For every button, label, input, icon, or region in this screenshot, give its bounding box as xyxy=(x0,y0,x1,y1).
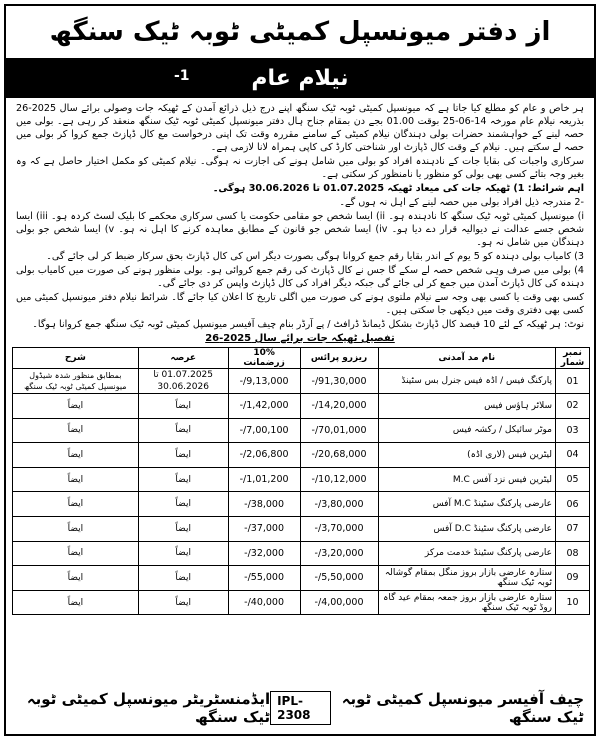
period-cell xyxy=(138,369,228,394)
header-rate: شرح xyxy=(13,348,139,369)
notice-body xyxy=(6,98,594,331)
deposit-cell: 2,06,800/- xyxy=(228,443,300,468)
period-cell: ایضاً xyxy=(138,541,228,566)
notice-paragraph: اہم شرائط: 1) ٹھیکہ جات کی میعاد ٹھیکہ 01.07.2025 تا 30.06.2026 ہوگی۔ xyxy=(212,183,584,194)
header xyxy=(6,6,594,58)
header-item: نام مد آمدنی xyxy=(378,348,556,369)
serial-cell: 09 xyxy=(556,566,590,591)
period-cell: ایضاً xyxy=(138,443,228,468)
advertisement-page xyxy=(4,4,596,736)
serial-cell: 08 xyxy=(556,541,590,566)
auction-banner xyxy=(6,58,594,98)
item-cell: سلاٹر ہاؤس فیس xyxy=(378,394,556,419)
deposit-cell: 32,000/- xyxy=(228,541,300,566)
header-reserve-price: ریزرو پرائس xyxy=(300,348,378,369)
period-cell: ایضاً xyxy=(138,492,228,517)
period-to: 30.06.2026 xyxy=(157,382,209,392)
item-cell: موٹر سائیکل / رکشہ فیس xyxy=(378,418,556,443)
serial-cell: 02 xyxy=(556,394,590,419)
header-deposit: 10% زرضمانت xyxy=(228,348,300,369)
rate-cell: ایضاً xyxy=(13,492,139,517)
table-row xyxy=(13,418,590,443)
period-cell: ایضاً xyxy=(138,418,228,443)
rate-cell: ایضاً xyxy=(13,541,139,566)
period-cell: ایضاً xyxy=(138,590,228,615)
period-cell: ایضاً xyxy=(138,566,228,591)
rate-cell: ایضاً xyxy=(13,394,139,419)
item-cell: ستارہ عارضی بازار بروز منگل بمقام گوشالہ ٹوبہ ٹیک سنگھ xyxy=(378,566,556,591)
table-row xyxy=(13,369,590,394)
contracts-table xyxy=(12,347,590,615)
table-row xyxy=(13,394,590,419)
deposit-cell: 40,000/- xyxy=(228,590,300,615)
deposit-cell: 55,000/- xyxy=(228,566,300,591)
deposit-cell: 7,00,100/- xyxy=(228,418,300,443)
header-serial: نمبر شمار xyxy=(556,348,590,369)
item-cell: لیٹرین فیس (لاری اڈہ) xyxy=(378,443,556,468)
table-row xyxy=(13,516,590,541)
notice-paragraph: 4) بولی میں صرف وہی شخص حصہ لے سکے گا جس نے کال ڈپازٹ کی رقم جمع کروائی ہو۔ بولی منظور ہونے کی صورت میں کامیاب بولی دہندہ کی کال ڈپازٹ آمدن میں جمع کر لی جائے گی جبکہ دیگر افراد کی کال ڈپازٹ واپس کر دی جائے گی۔ xyxy=(16,265,584,289)
table-row xyxy=(13,443,590,468)
rate-cell: ایضاً xyxy=(13,418,139,443)
item-cell: پارکنگ فیس / اڈہ فیس جنرل بس سٹینڈ xyxy=(378,369,556,394)
reserve-cell: 20,68,000/- xyxy=(300,443,378,468)
item-cell: عارضی پارکنگ سٹینڈ D.C آفس xyxy=(378,516,556,541)
period-cell: ایضاً xyxy=(138,467,228,492)
table-header-row xyxy=(13,348,590,369)
notice-paragraph: -2 مندرجہ ذیل افراد بولی میں حصہ لینے کے اہل نہ ہوں گے۔ xyxy=(339,197,584,208)
notice-paragraph: 3) کامیاب بولی دہندہ کو 5 یوم کے اندر بقایا رقم جمع کروانا ہوگی بصورت دیگر اس کی کال ڈپازٹ بحق سرکار ضبط کر لی جائے گی۔ xyxy=(46,251,584,262)
serial-cell: 06 xyxy=(556,492,590,517)
banner-number: -1 xyxy=(174,68,190,84)
reserve-cell: 3,80,000/- xyxy=(300,492,378,517)
chief-officer-signature: چیف آفیسر میونسپل کمیٹی ٹوبہ ٹیک سنگھ xyxy=(341,690,584,726)
reserve-cell: 10,12,000/- xyxy=(300,467,378,492)
rate-cell: ایضاً xyxy=(13,443,139,468)
reserve-cell: 70,01,000/- xyxy=(300,418,378,443)
office-title: از دفتر میونسپل کمیٹی ٹوبہ ٹیک سنگھ xyxy=(49,17,551,47)
notice-paragraph: i) میونسپل کمیٹی ٹوبہ ٹیک سنگھ کا نادہندہ ہو۔ ii) ایسا شخص جو مقامی حکومت یا کسی سرکاری محکمے کا بلیک لسٹ کردہ ہو۔ iii) ایسا شخص جسے عدالت نے دیوالیہ قرار دے دیا ہو۔ iv) ایسا شخص جو قانون کے مطابق معاہدہ کرنے کا اہل نہ ہو۔ v) ایسا شخص جو بولی دہندگان میں شامل نہ ہو۔ xyxy=(16,211,584,248)
period-from: 01.07.2025 تا xyxy=(153,370,213,380)
notice-paragraph: ہر خاص و عام کو مطلع کیا جاتا ہے کہ میونسپل کمیٹی ٹوبہ ٹیک سنگھ اپنے درج ذیل ذرائع آمدن کے ٹھیکہ جات وصولی برائے سال 2025-26 بذریعہ نیلام عام مورخہ 14-06-25 بوقت 01.00 بجے دن بمقام جناح ہال دفتر میونسپل کمیٹی ٹوبہ ٹیک سنگھ منعقد کر رہی ہے۔ بولی میں حصہ لینے کے خواہشمند حضرات بولی دہندگان نیلام کمیٹی کے سامنے مقررہ وقت تک اپنی درخواست مع کال ڈپازٹ جمع کروا کر بولی میں حصہ لے سکتے ہیں۔ نیلام کے وقت کال ڈپازٹ اور شناختی کارڈ کی کاپی ہمراہ لانا لازمی ہے۔ xyxy=(16,103,584,153)
rate-cell: ایضاً xyxy=(13,566,139,591)
item-cell: ستارہ عارضی بازار بروز جمعہ بمقام عید گاہ روڈ ٹوبہ ٹیک سنگھ xyxy=(378,590,556,615)
deposit-cell: 37,000/- xyxy=(228,516,300,541)
reserve-cell: 3,70,000/- xyxy=(300,516,378,541)
administrator-signature: ایڈمنسٹریٹر میونسپل کمیٹی ٹوبہ ٹیک سنگھ xyxy=(26,690,271,726)
item-cell: لیٹرین فیس نزد آفس M.C xyxy=(378,467,556,492)
rate-cell: ایضاً xyxy=(13,590,139,615)
reserve-cell: 5,50,000/- xyxy=(300,566,378,591)
reserve-cell: 3,20,000/- xyxy=(300,541,378,566)
serial-cell: 05 xyxy=(556,467,590,492)
header-period: عرصہ xyxy=(138,348,228,369)
item-cell: عارضی پارکنگ سٹینڈ خدمت مرکز xyxy=(378,541,556,566)
ipl-code: IPL-2308 xyxy=(270,691,331,725)
notice-paragraph: کسی بھی وقت یا کسی بھی وجہ سے نیلام ملتوی ہونے کی صورت میں اگلی تاریخ کا اعلان کیا جائے گا۔ شرائط نیلام دفتر میونسپل کمیٹی میں کسی بھی دفتری وقت میں دیکھی جا سکتی ہیں۔ xyxy=(16,292,584,316)
serial-cell: 03 xyxy=(556,418,590,443)
table-title: تفصیل ٹھیکہ جات برائے سال 2025-26 xyxy=(205,333,395,344)
item-cell: عارضی پارکنگ سٹینڈ M.C آفس xyxy=(378,492,556,517)
footer xyxy=(6,682,594,734)
table-row xyxy=(13,566,590,591)
deposit-cell: 1,42,000/- xyxy=(228,394,300,419)
serial-cell: 04 xyxy=(556,443,590,468)
rate-cell: ایضاً xyxy=(13,467,139,492)
rate-cell: ایضاً xyxy=(13,516,139,541)
banner-title: نیلام عام xyxy=(251,65,349,91)
deposit-cell: 38,000/- xyxy=(228,492,300,517)
serial-cell: 10 xyxy=(556,590,590,615)
period-cell: ایضاً xyxy=(138,516,228,541)
deposit-cell: 9,13,000/- xyxy=(228,369,300,394)
table-row xyxy=(13,541,590,566)
deposit-cell: 1,01,200/- xyxy=(228,467,300,492)
table-row xyxy=(13,492,590,517)
serial-cell: 07 xyxy=(556,516,590,541)
rate-cell: بمطابق منظور شدہ شیڈول میونسپل کمیٹی ٹوبہ ٹیک سنگھ xyxy=(13,369,139,394)
notice-paragraph: سرکاری واجبات کی بقایا جات کے نادہندہ افراد کو بولی میں شامل ہونے کی اجازت نہ ہوگی۔ نیلام کمیٹی کو مکمل اختیار حاصل ہے کہ وہ بغیر وجہ بتائے کسی بھی بولی کو منظور یا نامنظور کر سکتی ہے۔ xyxy=(16,156,584,180)
table-row xyxy=(13,590,590,615)
table-row xyxy=(13,467,590,492)
reserve-cell: 91,30,000/- xyxy=(300,369,378,394)
notice-paragraph: نوٹ: ہر ٹھیکہ کے لئے 10 فیصد کال ڈپازٹ بشکل ڈیمانڈ ڈرافٹ / پے آرڈر بنام چیف آفیسر میونسپل کمیٹی ٹوبہ ٹیک سنگھ جمع کروانا ہوگا۔ xyxy=(32,319,584,330)
period-cell: ایضاً xyxy=(138,394,228,419)
reserve-cell: 4,00,000/- xyxy=(300,590,378,615)
reserve-cell: 14,20,000/- xyxy=(300,394,378,419)
serial-cell: 01 xyxy=(556,369,590,394)
